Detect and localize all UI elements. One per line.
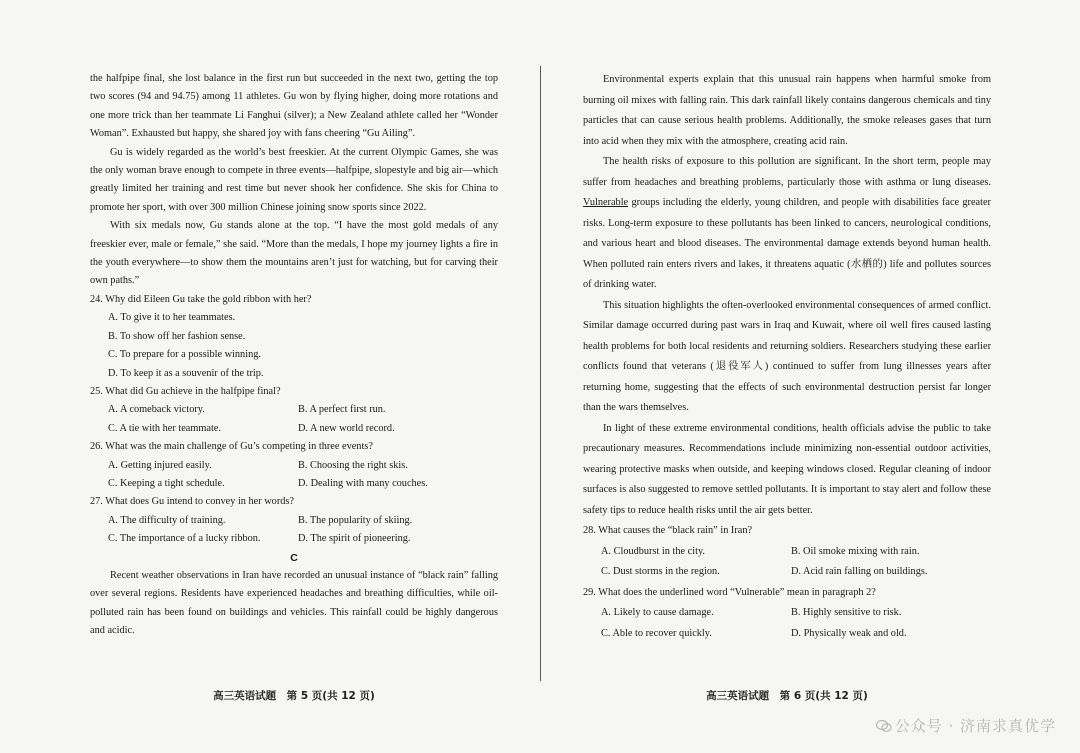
watermark-text: 公众号 · 济南求真优学 [894,717,1056,735]
question-29 [583,583,991,645]
question-28 [583,521,991,583]
option-b: B. To show off her fashion sense. [108,330,246,342]
question-26 [90,438,498,493]
option-b: B. Highly sensitive to risk. [791,607,902,618]
page-5-content [90,70,498,641]
option-b: B. Oil smoke mixing with rain. [791,545,920,557]
question-stem: 28. What causes the “black rain” in Iran? [583,525,753,536]
wechat-icon [876,719,892,733]
option-c: C. To prepare for a possible winning. [108,349,261,361]
page-footer: 高三英语试题 第 6 页(共 12 页) [706,690,868,702]
option-a: A. Cloudburst in the city. [601,545,706,557]
option-c: C. Keeping a tight schedule. [108,477,225,489]
option-b: B. Choosing the right skis. [298,459,408,471]
question-24 [90,291,498,383]
question-stem: 24. Why did Eileen Gu take the gold ribbon with her? [90,293,312,305]
option-a: A. Likely to cause damage. [601,607,714,618]
page-6 [583,0,991,753]
option-d: D. A new world record. [298,422,395,434]
option-d: D. To keep it as a souvenir of the trip. [108,367,264,379]
question-stem: 27. What does Gu intend to convey in her words? [90,496,294,508]
option-d: D. The spirit of pioneering. [298,533,411,545]
option-a: A. A comeback victory. [108,404,205,416]
option-d: D. Acid rain falling on buildings. [791,566,928,577]
option-b: B. The popularity of skiing. [298,514,413,526]
option-d: D. Dealing with many couches. [298,477,428,489]
question-stem: 25. What did Gu achieve in the halfpipe final? [90,385,281,397]
passage-paragraph: the halfpipe final, she lost balance in the first run but succeeded in the next two, getting the top two scores (94 and 94.75) among 11 athletes. Gu won by flying higher, doing more rotations and one more trick than her teammate Li Fanghui (silver); a New Zealand athlete called her “Wonder Woman”. Exhausted but happy, she shared joy with fans cheering “Gu Ailing”. [90,73,498,140]
option-c: C. Dust storms in the region. [601,566,720,577]
passage-paragraph: With six medals now, Gu stands alone at the top. “I have the most gold medals of any freeskier ever, male or female,” she said. “More than the medals, I hope my journey lights a fire in the youth everywhere—to show them the mountains aren’t just for watching, but for carving their own paths.” [90,220,498,287]
section-heading: C [290,551,298,564]
option-c: C. A tie with her teammate. [108,422,221,434]
option-a: A. The difficulty of training. [108,514,226,526]
option-d: D. Physically weak and old. [791,627,907,639]
option-c: C. Able to recover quickly. [601,627,712,639]
watermark [876,715,1056,736]
passage-paragraph [583,152,991,296]
question-25 [90,383,498,438]
question-27 [90,493,498,548]
page-5 [90,0,498,753]
paragraph-text: The health risks of exposure to this pollution are significant. In the short term, people may suffer from headaches and breathing problems, particularly those with asthma or lung diseases. [583,156,991,188]
option-a: A. Getting injured easily. [108,459,212,471]
option-c: C. The importance of a lucky ribbon. [108,533,261,545]
question-stem: 29. What does the underlined word “Vulnerable” mean in paragraph 2? [583,586,876,598]
passage-paragraph: Environmental experts explain that this unusual rain happens when harmful smoke from burning oil mixes with falling rain. This dark rainfall likely contains dangerous chemicals and tiny particles that can cause serious health problems. Additionally, the smoke releases gases that turn into acid when they mix with the atmosphere, creating acid rain. [583,74,991,147]
passage-paragraph: In light of these extreme environmental conditions, health officials advise the public to take precautionary measures. Recommendations include minimizing non-essential outdoor activities, wearing protective masks when outside, and keeping windows closed. Regular cleaning of indoor surfaces is also suggested to remove settled pollutants. It is important to stay alert and follow these safety tips to reduce health risks until the air gets better. [583,422,991,516]
paragraph-text: groups including the elderly, young children, and people with disabilities face greater risks. Long-term exposure to these pollutants has been linked to cancers, neurological conditions, and various heart and blood diseases. The environmental damage extends beyond human health. When polluted rain enters rivers and lakes, it threatens aquatic (水栖的) life and pollutes sources of drinking water. [583,197,991,290]
passage-paragraph: Gu is widely regarded as the world’s best freeskier. At the current Olympic Games, she was the only woman brave enough to compete in three events—halfpipe, slopestyle and big air—which greatly limited her training and rest time but never shook her confidence. She skis for China to promote her sport, with over 300 million Chinese joining snow sports since 2022. [90,146,498,213]
page-footer: 高三英语试题 第 5 页(共 12 页) [213,690,375,702]
column-divider [540,66,541,681]
question-stem: 26. What was the main challenge of Gu’s competing in three events? [90,441,373,453]
passage-paragraph: This situation highlights the often-overlooked environmental consequences of armed conflict. Similar damage occurred during past wars in Iraq and Kuwait, where oil well fires caused lasting health problems for both local residents and returning soldiers. Researchers studying these earlier conflicts found that veterans (退役军人) continued to suffer from lung illnesses years after returning home, suggesting that the effects of such environmental destruction persist far longer than the wars themselves. [583,299,991,413]
option-a: A. To give it to her teammates. [108,312,236,324]
underlined-word: Vulnerable [583,197,629,208]
passage-paragraph: Recent weather observations in Iran have recorded an unusual instance of “black rain” falling over several regions. Residents have experienced headaches and breathing difficulties, while oil-polluted rain has been found on buildings and vehicles. This rainfall could be highly dangerous and acidic. [90,569,498,637]
option-b: B. A perfect first run. [298,404,386,416]
page-6-content [583,70,991,644]
